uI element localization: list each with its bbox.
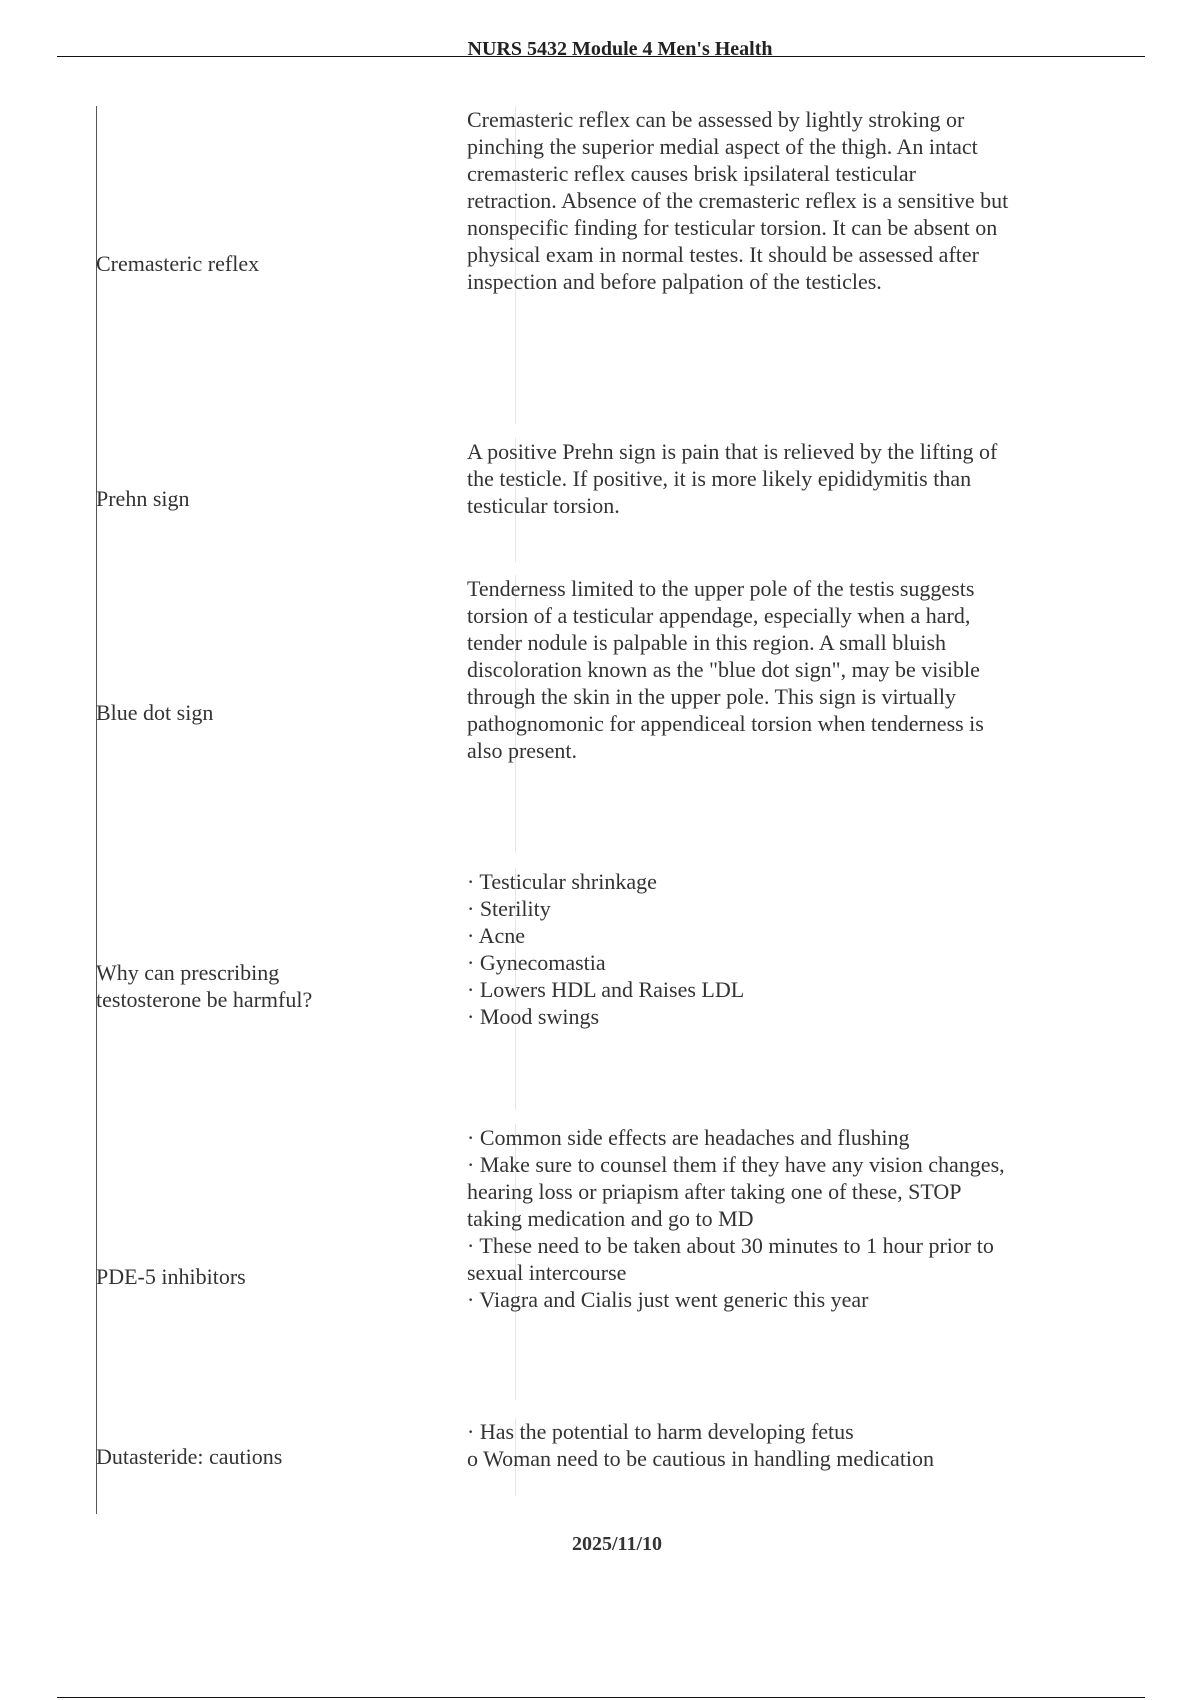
- table-row: [96, 106, 1096, 424]
- description-line: the testicle. If positive, it is more likely epididymitis than: [467, 466, 972, 491]
- term-label-line: Why can prescribing: [96, 960, 280, 985]
- term-label-line: testosterone be harmful?: [96, 987, 313, 1012]
- term-description: [467, 438, 1087, 519]
- term-description: [467, 106, 1087, 295]
- bullet-item: · Lowers HDL and Raises LDL: [467, 977, 745, 1002]
- bullet-item: · Testicular shrinkage: [467, 869, 657, 894]
- description-line: cremasteric reflex causes brisk ipsilateral testicular: [467, 161, 916, 186]
- table-row: [96, 1124, 1096, 1400]
- description-line: inspection and before palpation of the testicles.: [467, 269, 882, 294]
- bullet-item: · Sterility: [467, 896, 551, 921]
- table-row: [96, 575, 1096, 853]
- bullet-item: hearing loss or priapism after taking one of these, STOP: [467, 1179, 962, 1204]
- description-line: tender nodule is palpable in this region. A small bluish: [467, 630, 947, 655]
- term-label: Prehn sign: [96, 486, 190, 511]
- table-row: [96, 868, 1096, 1110]
- table-row: [96, 438, 1096, 562]
- bullet-item: taking medication and go to MD: [467, 1206, 754, 1231]
- term-label: [96, 959, 396, 1013]
- table-row: [96, 1418, 1096, 1496]
- bullet-item: · Mood swings: [467, 1004, 600, 1029]
- bullet-item: o Woman need to be cautious in handling medication: [467, 1446, 935, 1471]
- bullet-item: · Make sure to counsel them if they have any vision changes,: [467, 1152, 1005, 1177]
- footer-date: 2025/11/10: [571, 1533, 662, 1555]
- bullet-item: · Acne: [467, 923, 526, 948]
- description-line: retraction. Absence of the cremasteric reflex is a sensitive but: [467, 188, 1009, 213]
- term-description: [467, 1124, 1087, 1313]
- description-line: Tenderness limited to the upper pole of the testis suggests: [467, 576, 975, 601]
- term-label: Dutasteride: cautions: [96, 1444, 283, 1469]
- description-line: pathognomonic for appendiceal torsion when tenderness is: [467, 711, 984, 736]
- term-label: PDE-5 inhibitors: [96, 1264, 246, 1289]
- top-rule: [57, 56, 1145, 57]
- bullet-item: · Viagra and Cialis just went generic this year: [467, 1287, 869, 1312]
- bottom-rule: [57, 1697, 1145, 1698]
- page-title: NURS 5432 Module 4 Men's Health: [467, 38, 773, 58]
- description-line: pinching the superior medial aspect of the thigh. An intact: [467, 134, 978, 159]
- term-label: Cremasteric reflex: [96, 251, 260, 276]
- description-line: testicular torsion.: [467, 493, 620, 518]
- term-description: [467, 1418, 1087, 1472]
- bullet-item: · Gynecomastia: [467, 950, 606, 975]
- description-line: discoloration known as the "blue dot sign", may be visible: [467, 657, 980, 682]
- description-line: A positive Prehn sign is pain that is relieved by the lifting of: [467, 439, 998, 464]
- bullet-item: · Has the potential to harm developing fetus: [467, 1419, 854, 1444]
- description-line: torsion of a testicular appendage, especially when a hard,: [467, 603, 971, 628]
- description-line: physical exam in normal testes. It should be assessed after: [467, 242, 979, 267]
- description-line: also present.: [467, 738, 577, 763]
- description-line: Cremasteric reflex can be assessed by lightly stroking or: [467, 107, 965, 132]
- term-label: Blue dot sign: [96, 700, 214, 725]
- description-line: through the skin in the upper pole. This sign is virtually: [467, 684, 957, 709]
- bullet-item: · Common side effects are headaches and flushing: [467, 1125, 910, 1150]
- bullet-item: · These need to be taken about 30 minutes to 1 hour prior to: [467, 1233, 994, 1258]
- term-description: [467, 868, 1087, 1030]
- bullet-item: sexual intercourse: [467, 1260, 627, 1285]
- description-line: nonspecific finding for testicular torsion. It can be absent on: [467, 215, 998, 240]
- term-description: [467, 575, 1087, 764]
